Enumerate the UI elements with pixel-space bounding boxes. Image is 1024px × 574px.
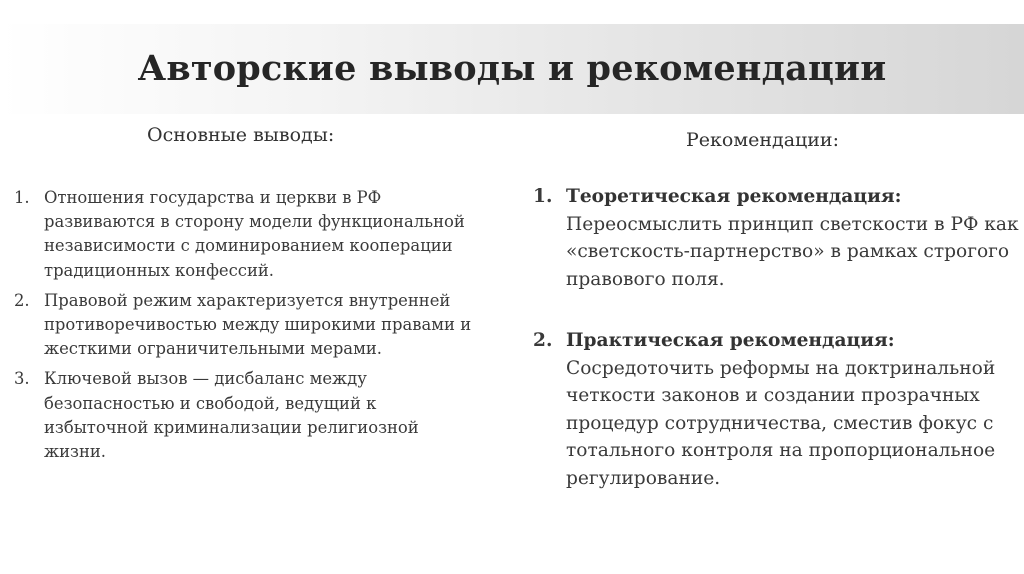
- recommendation-title: Практическая рекомендация:: [566, 330, 895, 351]
- recommendation-text: Переосмыслить принцип светскости в РФ как «светскость-партнерство» в рамках строгого правового поля.: [566, 213, 1019, 290]
- recommendation-title: Теоретическая рекомендация:: [566, 186, 902, 207]
- item-number: 2.: [14, 290, 30, 310]
- conclusion-item: [14, 289, 484, 362]
- conclusion-item: [14, 186, 484, 283]
- conclusion-item: [14, 367, 484, 464]
- recommendation-item: [533, 327, 1023, 492]
- item-number: 1.: [533, 186, 553, 207]
- item-number: 3.: [14, 369, 30, 389]
- recommendations-list: [533, 183, 1023, 492]
- item-number: 2.: [533, 330, 553, 351]
- conclusions-heading: Основные выводы:: [147, 124, 335, 146]
- slide-title: Авторские выводы и рекомендации: [137, 48, 887, 89]
- conclusion-text: Отношения государства и церкви в РФ развиваются в сторону модели функциональной независимости с доминированием кооперации традиционных конфессий.: [44, 188, 465, 280]
- recommendations-heading: Рекомендации:: [686, 129, 840, 151]
- recommendation-text: Сосредоточить реформы на доктринальной четкости законов и создании прозрачных процедур сотрудничества, сместив фокус с тотального контроля на пропорциональное регулирование.: [566, 357, 996, 489]
- conclusion-text: Правовой режим характеризуется внутренней противоречивостью между широкими правами и жесткими ограничительными мерами.: [44, 290, 472, 359]
- conclusion-text: Ключевой вызов — дисбаланс между безопасностью и свободой, ведущий к избыточной криминализации религиозной жизни.: [44, 369, 419, 462]
- conclusions-list: [14, 186, 484, 470]
- item-number: 1.: [14, 188, 30, 207]
- recommendation-item: [533, 183, 1023, 293]
